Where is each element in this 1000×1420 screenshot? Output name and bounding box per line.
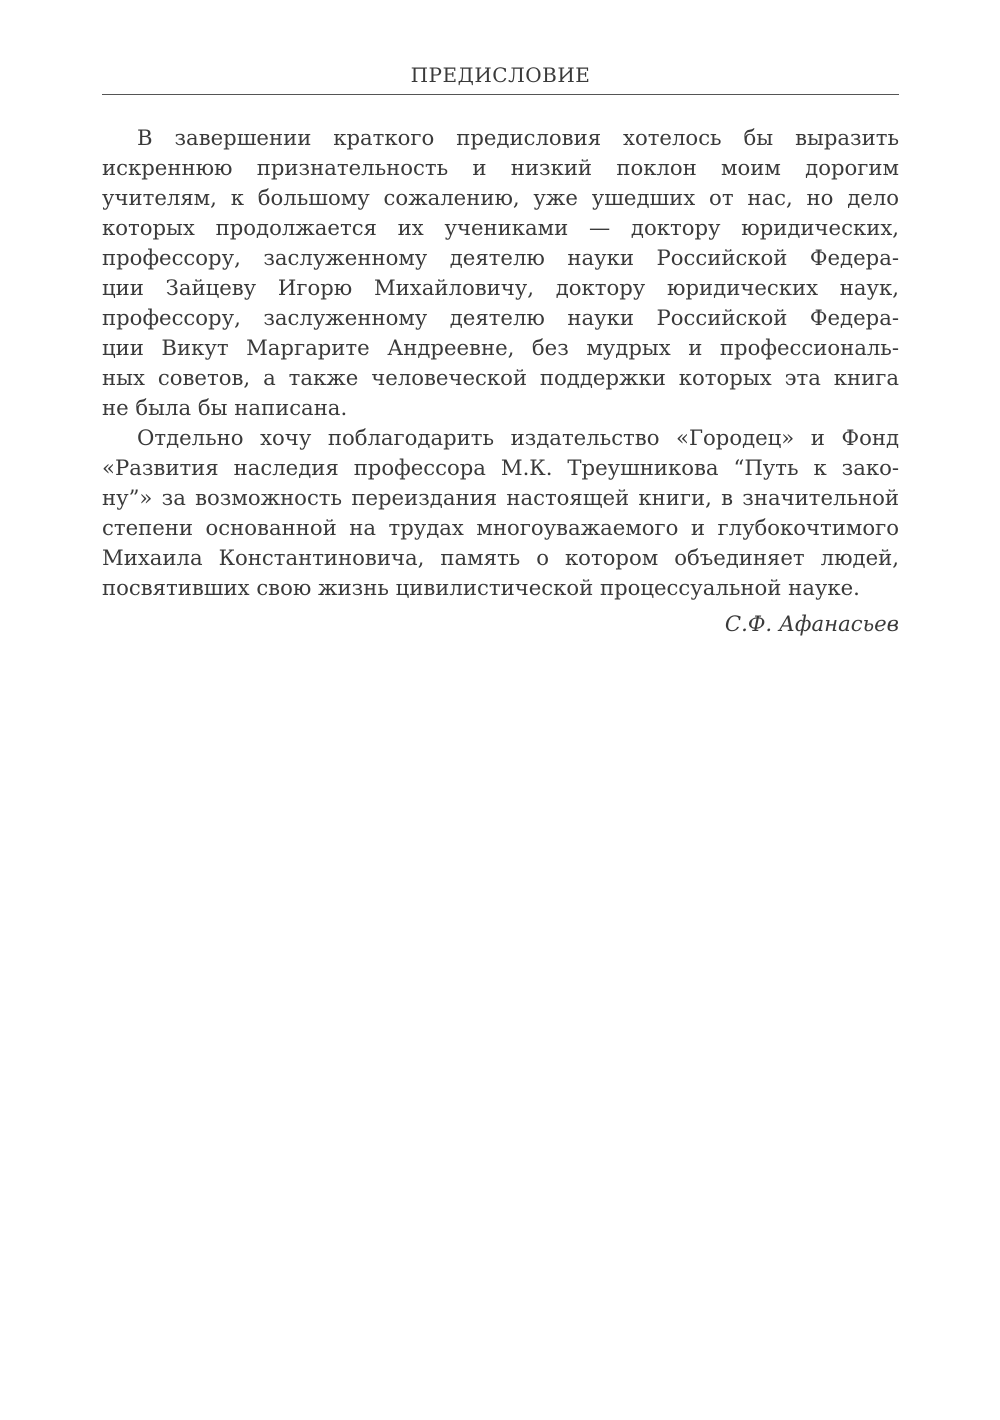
text-line: учителям, к большому сожалению, уже ушедших от нас, но дело <box>102 185 899 210</box>
text-line: профессору, заслуженному деятелю науки Российской Федера- <box>102 305 899 330</box>
text-line: посвятивших свою жизнь цивилистической процессуальной науке. <box>102 575 860 600</box>
text-line: степени основанной на трудах многоуважаемого и глубокочтимого <box>102 515 899 540</box>
running-title: ПРЕДИСЛОВИЕ <box>410 63 591 87</box>
header-rule <box>102 94 899 95</box>
text-line: В завершении краткого предисловия хотелось бы выразить <box>137 125 899 150</box>
text-line: которых продолжается их учениками — доктору юридических, <box>102 215 899 240</box>
text-line: ных советов, а также человеческой поддержки которых эта книга <box>102 365 899 390</box>
text-line: Отдельно хочу поблагодарить издательство «Городец» и Фонд <box>137 425 899 450</box>
book-page <box>102 60 899 639</box>
text-line: ции Викут Маргарите Андреевне, без мудрых и профессиональ- <box>102 335 899 360</box>
text-line: Михаила Константиновича, память о котором объединяет людей, <box>102 545 899 570</box>
author-signature: С.Ф. Афанасьев <box>724 611 899 636</box>
text-line: искреннюю признательность и низкий поклон моим дорогим <box>102 155 899 180</box>
text-line: профессору, заслуженному деятелю науки Российской Федера- <box>102 245 899 270</box>
paragraph-2 <box>102 423 899 603</box>
text-line: ции Зайцеву Игорю Михайловичу, доктору юридических наук, <box>102 275 899 300</box>
text-line: ну”» за возможность переиздания настоящей книги, в значительной <box>102 485 899 510</box>
text-line: «Развития наследия профессора М.К. Треушникова “Путь к зако- <box>102 455 899 480</box>
text-line: не была бы написана. <box>102 395 348 420</box>
paragraph-1 <box>102 123 899 423</box>
